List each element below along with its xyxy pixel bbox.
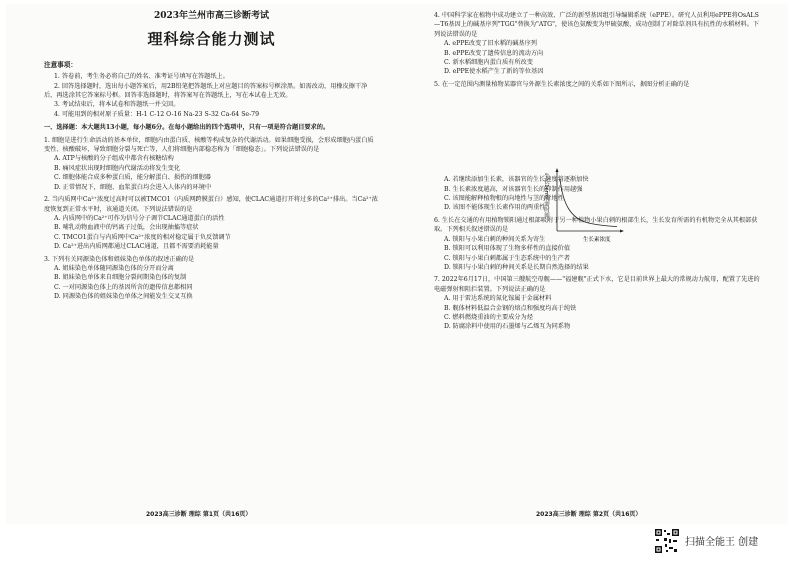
q2-option-b: B. 哺乳动物血液中的钙离子过低，会出现抽搐等症状 <box>54 224 199 232</box>
q1-option-d: D. 正常情况下，细胞、血浆蛋白均会进入人体内的环境中 <box>54 183 212 191</box>
y-axis-arrow-icon <box>556 168 559 172</box>
q2-option-a: A. 内质网中的Ca²⁺可作为信号分子调节CLAC通道蛋白的活性 <box>54 214 225 222</box>
chart-spacer <box>434 89 764 175</box>
notice-1: 1. 答卷前，考生务必将自己的姓名、准考证号填写在答题纸上。 <box>54 73 229 81</box>
graph-y-label: 生长1cm所需时间 <box>543 173 549 218</box>
question-1: 1. 细胞是进行生命活动的基本单位，细胞内由蛋白质、核酸等构成复杂的代谢活动。如果细胞受损，会形成细胞内蛋白质变性、核酸破坏，导致细胞分裂与死亡等，人们将细胞内部稳态称为「细胞稳态」。下列说法错误的是 <box>44 136 374 154</box>
q7-option-b: B. 舰体材料低温合金钢的熔点和强度均高于纯铁 <box>444 304 577 312</box>
main-title: 理科综合能力测试 <box>147 30 276 49</box>
question-7: 7. 2022年6月17日，中国第三艘航空母舰——"福建舰"正式下水，它是目前世界上最大的常规动力航母，配置了先进的电磁弹射和阻拦装置。下列说法正确的是 <box>434 276 760 293</box>
q6-option-b: B. 锁阳可以利用体现了生物多样性的直接价值 <box>444 245 571 253</box>
notice-4: 4. 可能用到的相对原子质量：H-1 C-12 O-16 Na-23 S-32 Ca-64 Se-79 <box>54 110 260 118</box>
graph-x-label: 生长素浓度 <box>583 237 611 243</box>
q4-option-c: C. 新水稻细胞内蛋白质有所改变 <box>444 59 533 67</box>
question-5: 5. 在一定范围内测量植物某器官与外源生长素浓度之间的关系如下图所示，据图分析正确的是 <box>434 80 690 88</box>
q4-option-b: B. ePPE改变了遗传信息的流动方向 <box>444 49 544 57</box>
graph-curve <box>560 179 617 227</box>
q5-option-c: C. 该图能解释植物根的向地性与茎的背地性 <box>444 195 564 203</box>
q2-option-d: D. Ca²⁺进出内质网都通过CLAC通道，且都不需要消耗能量 <box>54 243 219 251</box>
question-2: 2. 当内质网中Ca²⁺浓度过高时可以被TMCO1（内质网跨膜蛋白）感知，使CLAC通道打开将过多的Ca²⁺排出。当Ca²⁺浓度恢复到正常水平时，该通道关闭。下列说法错误的是 <box>44 196 378 213</box>
question-6: 6. 生长在交通的有用植物锁阳通过根部吸附于另一种植物小果白刺的根部生长，生长发育所需的有机物完全从其根部获取。下列相关叙述错误的是 <box>434 216 758 234</box>
q2-option-c: C. TMCO1蛋白与内质网中Ca²⁺浓度的相对稳定属于负反馈调节 <box>54 233 231 241</box>
qr-code-icon <box>654 528 680 554</box>
exam-title: 2023年兰州市高三诊断考试 <box>153 11 270 21</box>
q3-option-c: C. 一对同源染色体上的基因所含的遗传信息都相同 <box>54 283 193 291</box>
q7-option-a: A. 用于雷达系统的氮化镓属于金属材料 <box>444 295 552 303</box>
q1-option-c: C. 细胞体能合成多种蛋白质，能分解蛋白、损伤的细胞器 <box>54 174 211 182</box>
q5-option-d: D. 该图不能体现生长素作用的两重性 <box>444 204 546 212</box>
question-3: 3. 下列有关同源染色体和姐妹染色单体的叙述正确的是 <box>44 255 195 263</box>
auxin-growth-graph <box>537 165 627 247</box>
q6-option-d: D. 锁阳与小果白刺的种间关系是长期自然选择的结果 <box>444 263 589 271</box>
q1-option-a: A. ATP与核酸的分子组成中都含有核糖结构 <box>54 155 174 163</box>
q3-option-d: D. 同源染色体的姐妹染色单体之间能发生交叉互换 <box>54 293 193 301</box>
left-page-footer: 2023高三诊断 理综 第1页（共16页） <box>146 511 252 518</box>
q6-option-c: C. 锁阳与小果白刺都属于生态系统中的生产者 <box>444 254 571 262</box>
q7-option-d: D. 防腐涂料中使用的石墨烯与乙烯互为同系物 <box>444 323 571 331</box>
q5-option-b: B. 生长素浓度越高，对该器官生长的抑制作用越强 <box>444 185 583 193</box>
notice-2: 2. 回答选择题时，选出每小题答案后，用2B铅笔把答题纸上对应题目的答案标号框涂黑。如需改动，用橡皮擦干净后，再选涂其它答案标号框。回答非选择题时，将答案写在答题纸上，写在本试卷上无效。 <box>44 82 368 100</box>
x-axis-arrow-icon <box>620 230 624 233</box>
notice-3: 3. 考试结束后，将本试卷和答题纸一并交回。 <box>54 101 180 109</box>
exam-sheet <box>6 4 788 524</box>
question-4: 4. 中国科学家在植物中成功建立了一种高效、广泛的新型基因组引导编辑系统（ePPE）。研究人员利用ePPE将OsALS—T6基因上的碱基序列"TGG"替换为"ATG"，使该色氨酸变为甲硫氨酸，成功创制了对除草剂具有抗性的水稻材料。下列说法错误的是 <box>434 12 760 38</box>
q6-option-a: A. 锁阳与小果白刺的种间关系为寄生 <box>444 235 546 243</box>
scanner-brand-watermark: 扫描全能王 创建 <box>685 537 759 548</box>
notice-heading: 注意事项： <box>44 60 77 69</box>
section-heading: 一、选择题：本大题共13小题，每小题6分。在每小题给出的四个选项中，只有一项是符合题目要求的。 <box>44 124 330 132</box>
q4-option-d: D. ePPE使水稻产生了新的等位基因 <box>444 68 544 76</box>
q3-option-b: B. 姐妹染色单体来自细胞分裂间期染色体的复制 <box>54 274 187 282</box>
q4-option-a: A. ePPE改变了旧水稻的碱基序列 <box>444 40 537 48</box>
q5-option-a: A. 若继续添加生长素，该器官的生长速度将逐渐加快 <box>444 176 589 184</box>
q1-option-b: B. 痛风症状出现时细胞内代谢活动将发生变化 <box>54 164 181 172</box>
q3-option-a: A. 姐妹染色单体随同源染色体的分开而分离 <box>54 264 174 272</box>
left-page <box>44 4 379 302</box>
q7-option-c: C. 燃料燃烧重油的主要成分为烃 <box>444 313 533 321</box>
right-page-footer: 2023高三诊断 理综 第2页（共16页） <box>536 511 642 518</box>
